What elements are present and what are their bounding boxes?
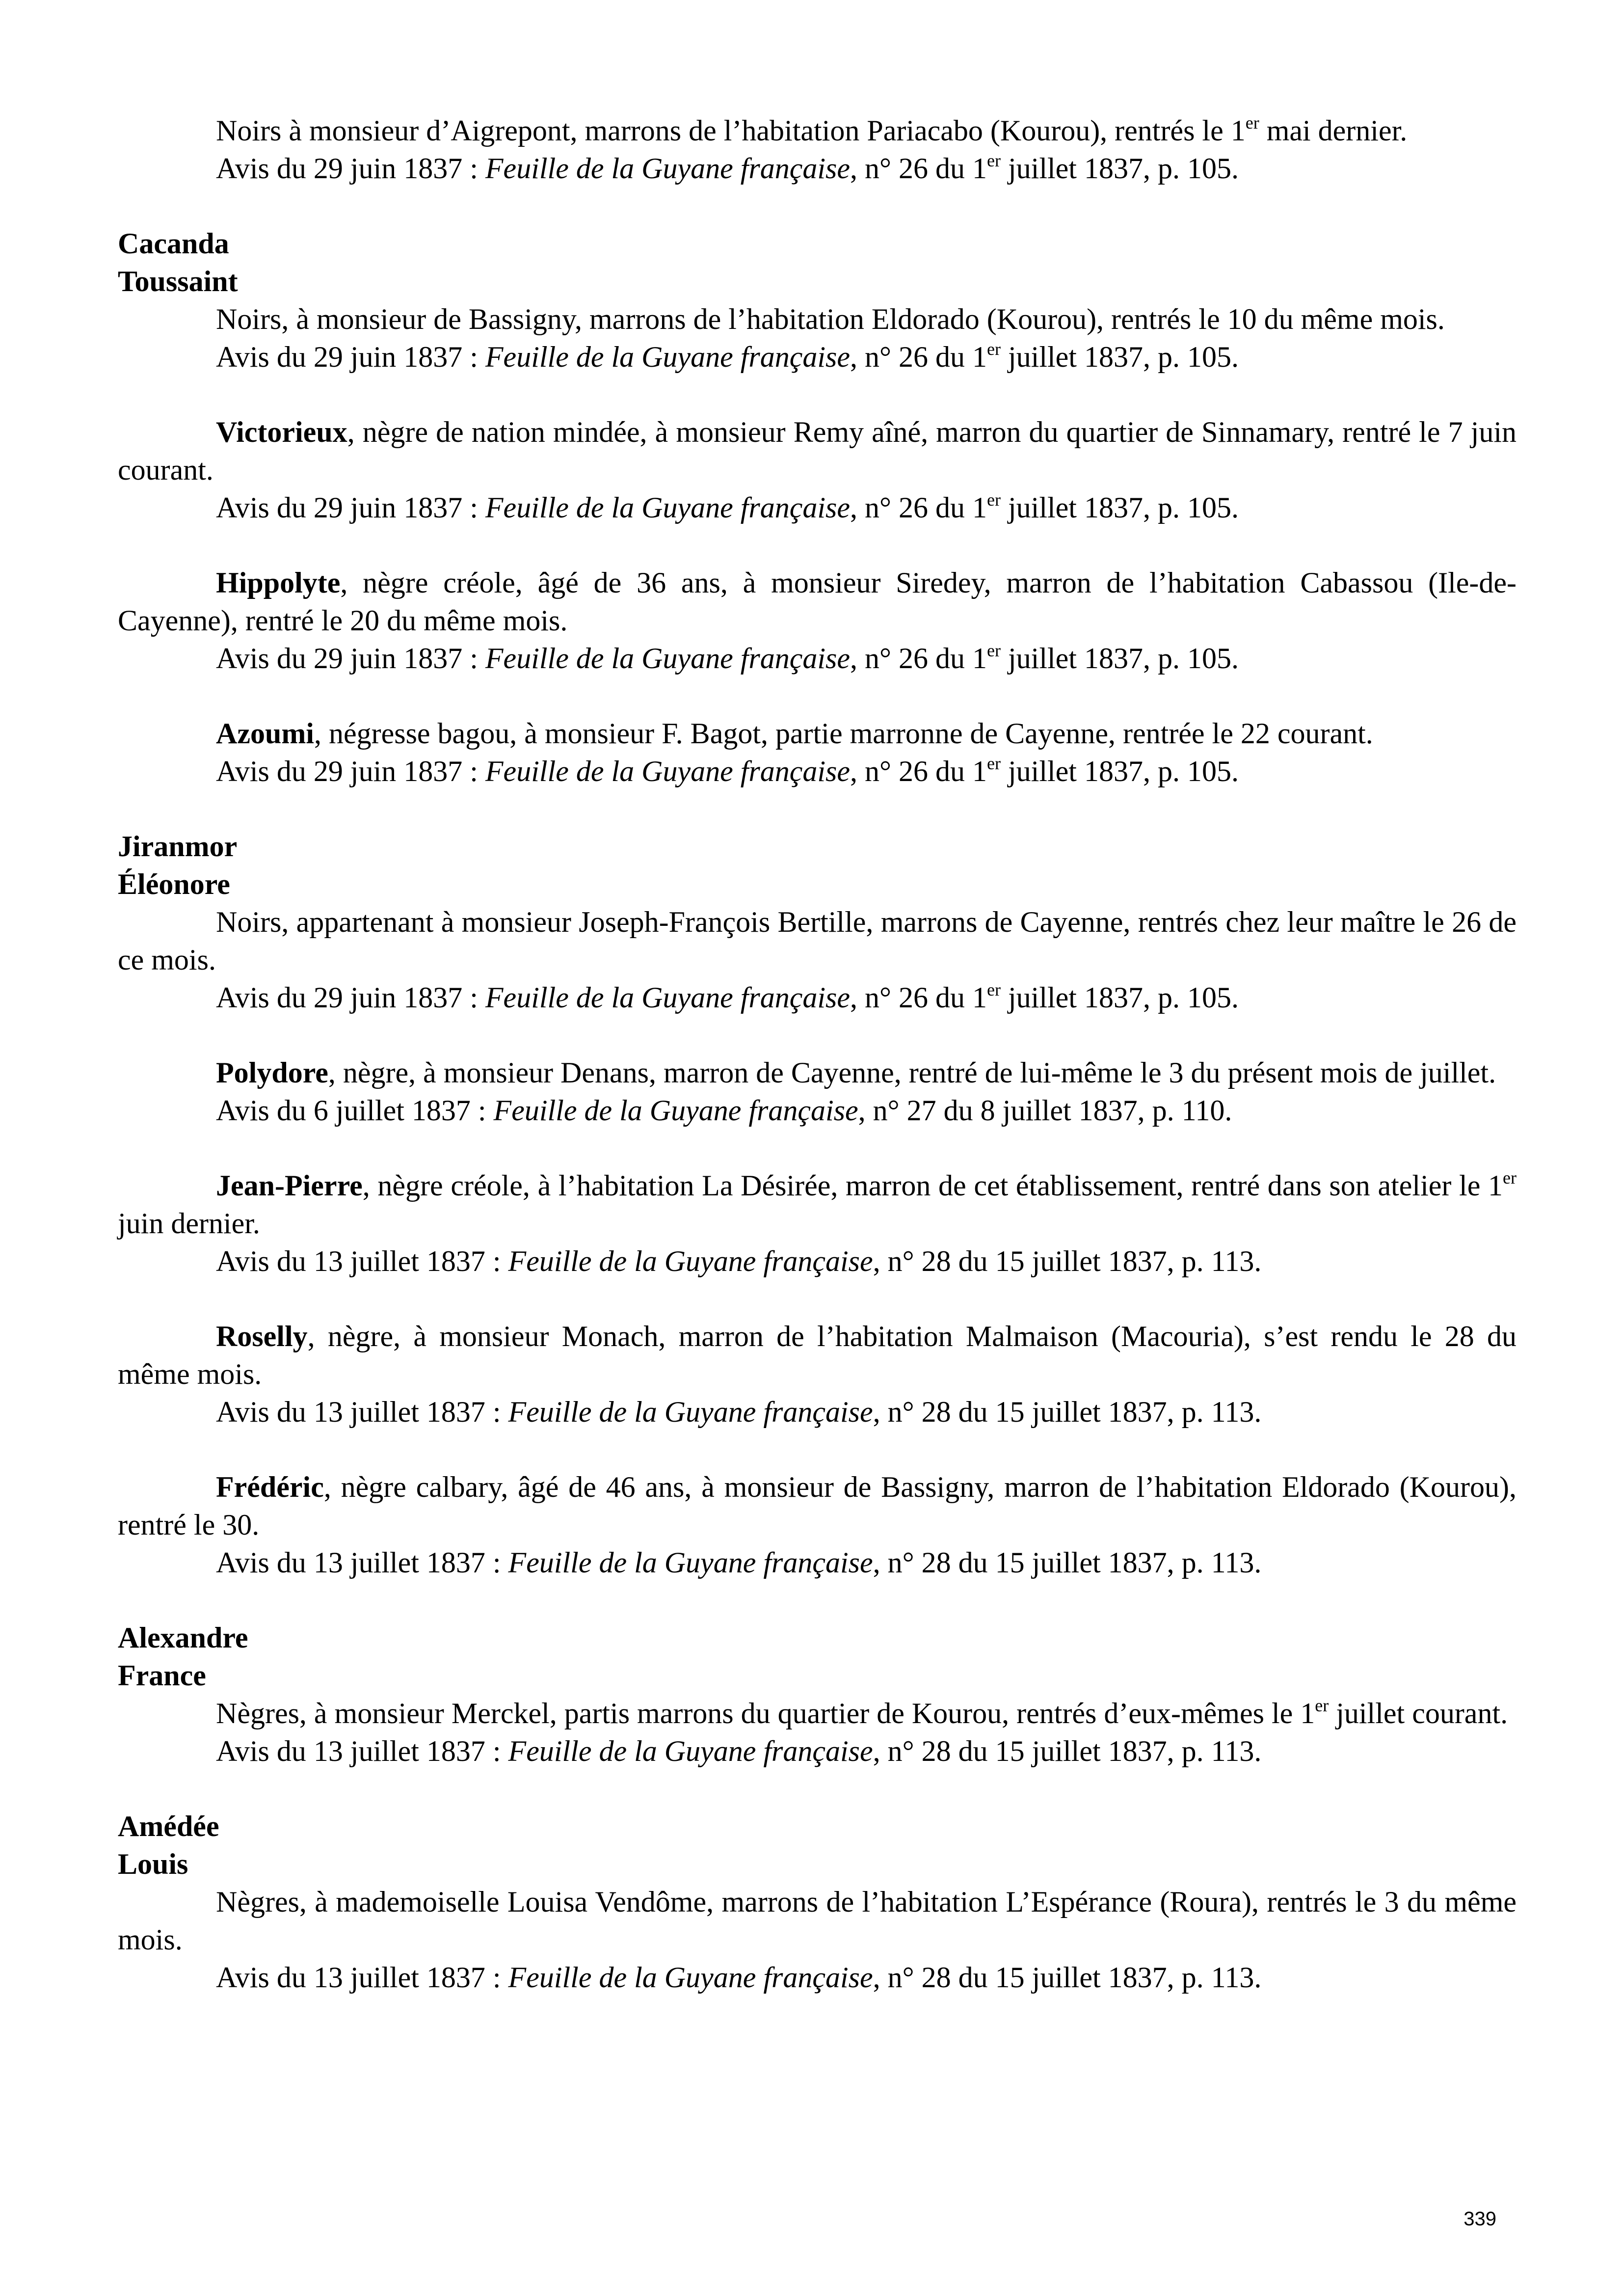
entry-description xyxy=(118,112,1517,150)
notice-entry xyxy=(118,1619,1517,1770)
superscript: er xyxy=(987,754,1001,773)
journal-title: Feuille de la Guyane française xyxy=(493,1094,858,1127)
text-run: Avis du 29 juin 1837 : xyxy=(216,491,485,524)
entry-name-bold: Roselly xyxy=(216,1320,308,1352)
journal-title: Feuille de la Guyane française xyxy=(485,981,851,1014)
entry-name-bold: Hippolyte xyxy=(216,567,341,599)
text-run: mai dernier. xyxy=(1259,114,1408,147)
superscript: er xyxy=(987,641,1001,660)
slave-name: Amédée xyxy=(118,1810,219,1842)
slave-name: Toussaint xyxy=(118,265,238,297)
text-run: , n° 26 du 1 xyxy=(850,642,987,675)
text-run: juillet 1837, p. 105. xyxy=(1001,642,1239,675)
notice-entry xyxy=(118,1808,1517,1997)
entry-name-bold: Victorieux xyxy=(216,416,347,448)
journal-title: Feuille de la Guyane française xyxy=(485,491,851,524)
journal-title: Feuille de la Guyane française xyxy=(508,1546,873,1579)
text-run: juillet 1837, p. 105. xyxy=(1001,152,1239,185)
entry-description xyxy=(118,1468,1517,1544)
text-run: Avis du 13 juillet 1837 : xyxy=(216,1396,508,1428)
document-body xyxy=(118,112,1517,2034)
text-run: , n° 27 du 8 juillet 1837, p. 110. xyxy=(858,1094,1232,1127)
entry-description xyxy=(118,300,1517,338)
text-run: , nègre, à monsieur Denans, marron de Cayenne, rentré de lui-même le 3 du présent mois de juillet. xyxy=(328,1056,1496,1089)
text-run: Avis du 13 juillet 1837 : xyxy=(216,1961,508,1994)
entry-description xyxy=(118,903,1517,979)
text-run: Noirs à monsieur d’Aigrepont, marrons de l’habitation Pariacabo (Kourou), rentrés le 1 xyxy=(216,114,1246,147)
notice-entry xyxy=(118,225,1517,376)
text-run: Avis du 13 juillet 1837 : xyxy=(216,1245,508,1277)
entry-source xyxy=(118,979,1517,1017)
entry-source xyxy=(118,1393,1517,1431)
journal-title: Feuille de la Guyane française xyxy=(508,1735,873,1767)
entry-name-bold: Frédéric xyxy=(216,1471,324,1503)
text-run: , n° 26 du 1 xyxy=(850,341,987,373)
text-run: juillet 1837, p. 105. xyxy=(1001,755,1239,787)
notice-entry xyxy=(118,1468,1517,1582)
entry-description xyxy=(118,1054,1517,1092)
entry-description xyxy=(118,1883,1517,1959)
text-run: , n° 28 du 15 juillet 1837, p. 113. xyxy=(873,1396,1262,1428)
entry-description xyxy=(118,1318,1517,1393)
entry-source xyxy=(118,150,1517,188)
entry-description xyxy=(118,413,1517,489)
text-run: , n° 28 du 15 juillet 1837, p. 113. xyxy=(873,1546,1262,1579)
text-run: , n° 28 du 15 juillet 1837, p. 113. xyxy=(873,1961,1262,1994)
journal-title: Feuille de la Guyane française xyxy=(508,1396,873,1428)
entry-source xyxy=(118,1092,1517,1130)
entry-description xyxy=(118,564,1517,640)
text-run: Avis du 13 juillet 1837 : xyxy=(216,1735,508,1767)
journal-title: Feuille de la Guyane française xyxy=(508,1961,873,1994)
text-run: Nègres, à mademoiselle Louisa Vendôme, marrons de l’habitation L’Espérance (Roura), rentrés le 3 du même mois. xyxy=(118,1886,1517,1956)
entry-description xyxy=(118,1695,1517,1732)
text-run: , nègre de nation mindée, à monsieur Remy aîné, marron du quartier de Sinnamary, rentré le 7 juin courant. xyxy=(118,416,1517,486)
journal-title: Feuille de la Guyane française xyxy=(485,152,851,185)
notice-entry xyxy=(118,564,1517,677)
entry-description xyxy=(118,1167,1517,1243)
entry-source xyxy=(118,1243,1517,1280)
text-run: Nègres, à monsieur Merckel, partis marrons du quartier de Kourou, rentrés d’eux-mêmes le 1 xyxy=(216,1697,1315,1729)
superscript: er xyxy=(1503,1168,1517,1188)
superscript: er xyxy=(1245,113,1259,133)
text-run: Avis du 13 juillet 1837 : xyxy=(216,1546,508,1579)
entry-source xyxy=(118,1959,1517,1997)
entry-source xyxy=(118,640,1517,677)
slave-name: Éléonore xyxy=(118,868,230,900)
notice-entry xyxy=(118,1318,1517,1431)
notice-entry xyxy=(118,715,1517,790)
journal-title: Feuille de la Guyane française xyxy=(508,1245,873,1277)
slave-name: Alexandre xyxy=(118,1621,248,1654)
text-run: Avis du 29 juin 1837 : xyxy=(216,152,485,185)
entry-description xyxy=(118,715,1517,753)
superscript: er xyxy=(987,339,1001,359)
slave-name: Jiranmor xyxy=(118,830,238,863)
text-run: juillet 1837, p. 105. xyxy=(1001,491,1239,524)
notice-entry xyxy=(118,413,1517,527)
text-run: , nègre créole, âgé de 36 ans, à monsieur Siredey, marron de l’habitation Cabassou (Ile-de-Cayenne), rentré le 20 du même mois. xyxy=(118,567,1517,637)
text-run: juillet courant. xyxy=(1329,1697,1508,1729)
text-run: , n° 26 du 1 xyxy=(850,981,987,1014)
text-run: juillet 1837, p. 105. xyxy=(1001,341,1239,373)
superscript: er xyxy=(1315,1696,1329,1715)
entry-name-bold: Polydore xyxy=(216,1056,328,1089)
superscript: er xyxy=(987,490,1001,510)
text-run: Avis du 6 juillet 1837 : xyxy=(216,1094,494,1127)
text-run: , nègre calbary, âgé de 46 ans, à monsieur de Bassigny, marron de l’habitation Eldorado (Kourou), rentré le 30. xyxy=(118,1471,1517,1541)
entry-source xyxy=(118,489,1517,527)
entry-source xyxy=(118,338,1517,376)
notice-entry xyxy=(118,1054,1517,1130)
text-run: juillet 1837, p. 105. xyxy=(1001,981,1239,1014)
notice-entry xyxy=(118,112,1517,188)
superscript: er xyxy=(987,151,1001,170)
text-run: , nègre créole, à l’habitation La Désirée, marron de cet établissement, rentré dans son atelier le 1 xyxy=(362,1169,1503,1202)
page-number: 339 xyxy=(1463,2208,1496,2230)
text-run: , nègre, à monsieur Monach, marron de l’habitation Malmaison (Macouria), s’est rendu le 28 du même mois. xyxy=(118,1320,1517,1390)
journal-title: Feuille de la Guyane française xyxy=(485,755,851,787)
slave-name: Louis xyxy=(118,1848,188,1880)
text-run: , n° 26 du 1 xyxy=(850,491,987,524)
text-run: Avis du 29 juin 1837 : xyxy=(216,981,485,1014)
text-run: Noirs, appartenant à monsieur Joseph-François Bertille, marrons de Cayenne, rentrés chez leur maître le 26 de ce mois. xyxy=(118,906,1517,976)
notice-entry xyxy=(118,828,1517,1017)
text-run: , n° 26 du 1 xyxy=(850,152,987,185)
entry-source xyxy=(118,1544,1517,1582)
entry-source xyxy=(118,753,1517,790)
text-run: , négresse bagou, à monsieur F. Bagot, partie marronne de Cayenne, rentrée le 22 courant. xyxy=(314,717,1373,750)
text-run: Avis du 29 juin 1837 : xyxy=(216,341,485,373)
text-run: Avis du 29 juin 1837 : xyxy=(216,642,485,675)
entry-source xyxy=(118,1732,1517,1770)
entry-name-bold: Azoumi xyxy=(216,717,314,750)
text-run: Noirs, à monsieur de Bassigny, marrons de l’habitation Eldorado (Kourou), rentrés le 10 du même mois. xyxy=(216,303,1445,335)
superscript: er xyxy=(987,980,1001,999)
slave-name: Cacanda xyxy=(118,227,229,260)
text-run: , n° 28 du 15 juillet 1837, p. 113. xyxy=(873,1245,1262,1277)
entry-name-bold: Jean-Pierre xyxy=(216,1169,363,1202)
journal-title: Feuille de la Guyane française xyxy=(485,341,851,373)
journal-title: Feuille de la Guyane française xyxy=(485,642,851,675)
text-run: Avis du 29 juin 1837 : xyxy=(216,755,485,787)
slave-name: France xyxy=(118,1659,206,1692)
text-run: , n° 28 du 15 juillet 1837, p. 113. xyxy=(873,1735,1262,1767)
notice-entry xyxy=(118,1167,1517,1280)
text-run: juin dernier. xyxy=(118,1207,260,1240)
text-run: , n° 26 du 1 xyxy=(850,755,987,787)
